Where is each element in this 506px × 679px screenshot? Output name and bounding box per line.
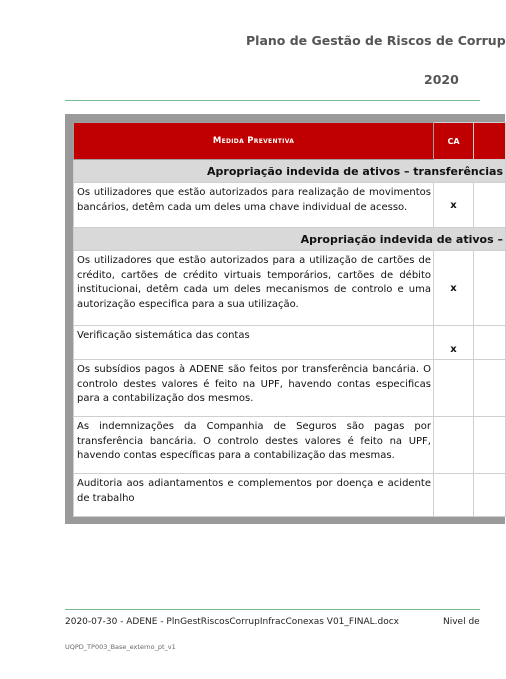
measure-cell: Os utilizadores que estão autorizados para realização de movimentos bancários, detêm cada um deles uma chave individual de acesso.: [74, 183, 434, 228]
table-frame: [65, 114, 505, 524]
document-title: Plano de Gestão de Riscos de Corrup: [246, 33, 506, 48]
measure-cell: Auditoria aos adiantamentos e complementos por doença e acidente de trabalho: [74, 474, 434, 517]
section-row: [74, 228, 506, 251]
footer-divider: [65, 609, 480, 610]
measure-cell: Verificação sistemática das contas: [74, 326, 434, 360]
column-header-measure: Medida Preventiva: [74, 123, 434, 160]
extra-cell: [474, 326, 506, 360]
extra-cell: [474, 183, 506, 228]
measure-cell: As indemnizações da Companhia de Seguros são pagas por transferência bancária. O controlo destes valores é feito na UPF, havendo contas específicas para a contabilização das mesmas.: [74, 417, 434, 474]
measure-cell: Os subsídios pagos à ADENE são feitos por transferência bancária. O controlo destes valores é feito na UPF, havendo contas especificas para a contabilização dos mesmos.: [74, 360, 434, 417]
ca-mark: x: [434, 326, 474, 360]
section-title-assets: Apropriação indevida de ativos –: [74, 228, 506, 251]
footer-filename: 2020-07-30 - ADENE - PlnGestRiscosCorrupInfracConexas V01_FINAL.docx: [65, 617, 399, 627]
extra-cell: [474, 360, 506, 417]
table-row: [74, 417, 506, 474]
column-header-extra: [474, 123, 506, 160]
ca-mark: x: [434, 183, 474, 228]
table-row: [74, 360, 506, 417]
ca-mark: [434, 417, 474, 474]
extra-cell: [474, 251, 506, 326]
section-title-transfers: Apropriação indevida de ativos – transferências: [74, 160, 506, 183]
column-header-ca: CA: [434, 123, 474, 160]
ca-mark: x: [434, 251, 474, 326]
preventive-measures-table: [73, 122, 506, 517]
measure-cell: Os utilizadores que estão autorizados para a utilização de cartões de crédito, cartões de crédito virtuais temporários, cartões de débito institucionai, detêm cada um deles mecanismos de controlo e uma autorização especifica para a sua utilização.: [74, 251, 434, 326]
extra-cell: [474, 474, 506, 517]
footer-level: Nivel de: [443, 617, 480, 627]
document-year: 2020: [424, 72, 459, 87]
table-row: [74, 251, 506, 326]
table-header-row: [74, 123, 506, 160]
table-row: [74, 474, 506, 517]
table-row: [74, 183, 506, 228]
footer-template-code: UQPD_TP003_Base_externo_pt_v1: [65, 643, 176, 651]
table-row: [74, 326, 506, 360]
ca-mark: [434, 360, 474, 417]
ca-mark: [434, 474, 474, 517]
header-divider: [65, 100, 480, 101]
section-row: [74, 160, 506, 183]
extra-cell: [474, 417, 506, 474]
